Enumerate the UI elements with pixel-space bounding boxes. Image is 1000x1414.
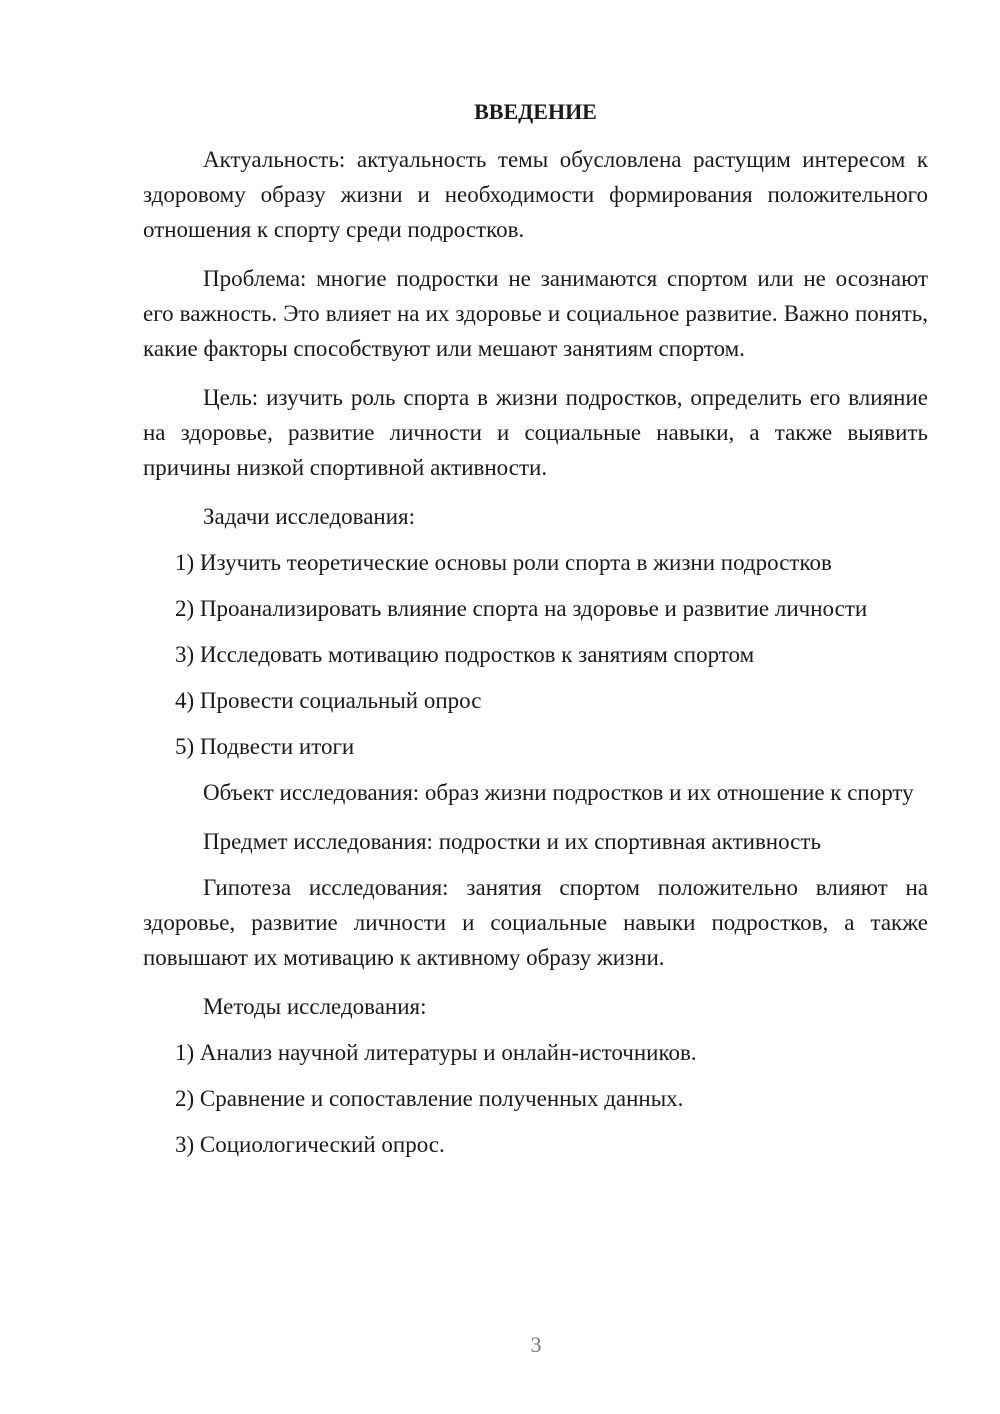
- goal-paragraph: Цель: изучить роль спорта в жизни подростков, определить его влияние на здоровье, развитие личности и социальные навыки, а также выявить причины низкой спортивной активности.: [143, 385, 928, 480]
- task-item: 3) Исследовать мотивацию подростков к занятиям спортом: [175, 642, 755, 667]
- problem-paragraph: Проблема: многие подростки не занимаются спортом или не осознают его важность. Это влияет на их здоровье и социальное развитие. Важно понять, какие факторы способствуют или мешают занятиям спортом.: [143, 266, 928, 361]
- object-paragraph: Объект исследования: образ жизни подростков и их отношение к спорту: [203, 780, 914, 805]
- page-number: 3: [530, 1332, 542, 1357]
- section-title: ВВЕДЕНИЕ: [474, 99, 597, 124]
- task-item: 5) Подвести итоги: [175, 734, 355, 759]
- methods-heading: Методы исследования:: [203, 994, 427, 1019]
- task-item: 2) Проанализировать влияние спорта на здоровье и развитие личности: [175, 596, 868, 621]
- page-content: [143, 94, 928, 1173]
- subject-paragraph: Предмет исследования: подростки и их спортивная активность: [203, 829, 821, 854]
- method-item: 2) Сравнение и сопоставление полученных данных.: [175, 1086, 684, 1111]
- relevance-paragraph: Актуальность: актуальность темы обусловлена растущим интересом к здоровому образу жизни и необходимости формирования положительного отношения к спорту среди подростков.: [143, 147, 928, 242]
- tasks-heading: Задачи исследования:: [203, 504, 416, 529]
- hypothesis-paragraph: Гипотеза исследования: занятия спортом положительно влияют на здоровье, развитие личности и социальные навыки подростков, а также повышают их мотивацию к активному образу жизни.: [143, 875, 928, 970]
- method-item: 1) Анализ научной литературы и онлайн-источников.: [175, 1040, 697, 1065]
- task-item: 1) Изучить теоретические основы роли спорта в жизни подростков: [175, 550, 832, 575]
- method-item: 3) Социологический опрос.: [175, 1132, 445, 1157]
- task-item: 4) Провести социальный опрос: [175, 688, 482, 713]
